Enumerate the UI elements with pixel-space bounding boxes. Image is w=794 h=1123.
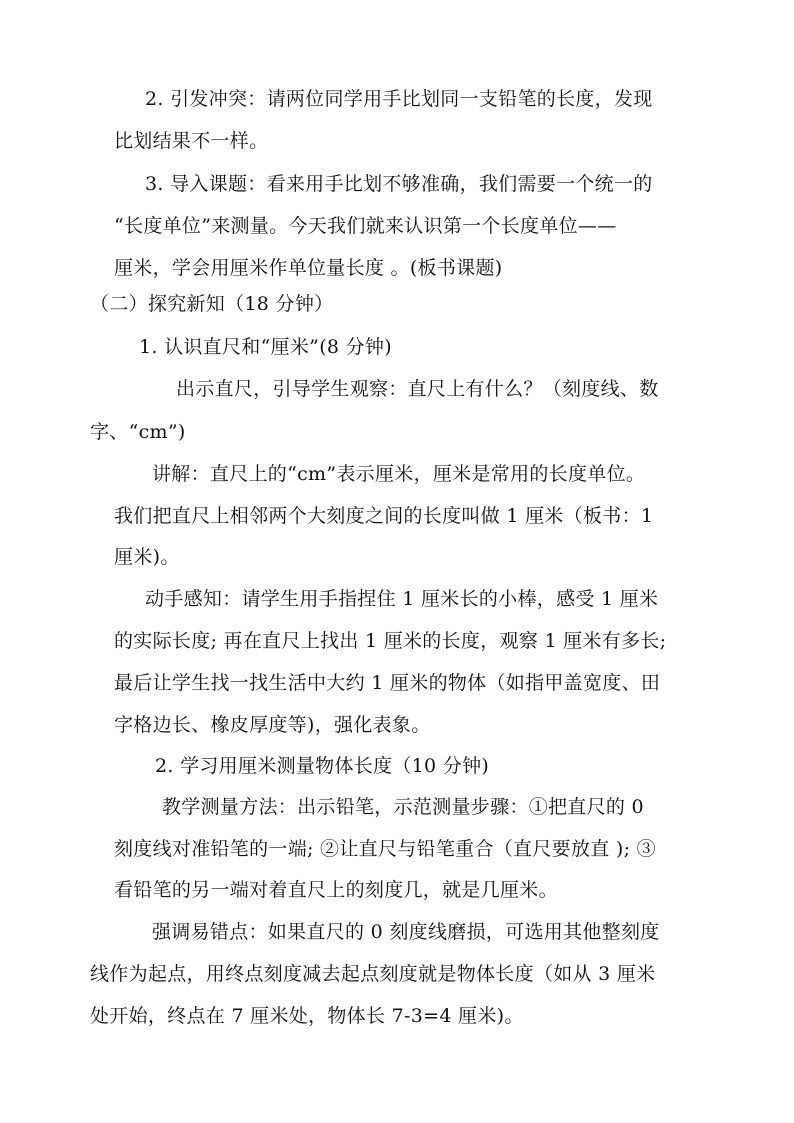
text-line: 厘米，学会用厘米作单位量长度 。(板书课题): [114, 257, 503, 279]
text-line: 厘米)。: [114, 546, 180, 568]
text-line: 强调易错点：如果直尺的 0 刻度线磨损，可选用其他整刻度: [152, 921, 660, 943]
text-line: 的实际长度; 再在直尺上找出 1 厘米的长度，观察 1 厘米有多长;: [114, 630, 667, 652]
section-heading: （二）探究新知（18 分钟）: [90, 293, 334, 315]
text-line: 线作为起点，用终点刻度减去起点刻度就是物体长度（如从 3 厘米: [90, 963, 656, 985]
text-line: 3. 导入课题：看来用手比划不够准确，我们需要一个统一的: [145, 173, 653, 195]
text-line: 字格边长、橡皮厚度等)，强化表象。: [114, 714, 431, 736]
text-line: 2. 引发冲突：请两位同学用手比划同一支铅笔的长度，发现: [145, 88, 653, 110]
text-line: 字、“cm”): [90, 421, 186, 443]
text-line: 刻度线对准铅笔的一端; ②让直尺与铅笔重合（直尺要放直 ); ③: [114, 838, 656, 860]
text-line: 动手感知：请学生用手指捏住 1 厘米长的小棒，感受 1 厘米: [145, 588, 659, 610]
text-line: 我们把直尺上相邻两个大刻度之间的长度叫做 1 厘米（板书：1: [114, 505, 654, 527]
text-line: “长度单位”来测量。今天我们就来认识第一个长度单位——: [114, 215, 617, 237]
text-line: 处开始，终点在 7 厘米处，物体长 7-3=4 厘米)。: [90, 1005, 524, 1027]
text-line: 教学测量方法：出示铅笔，示范测量步骤：①把直尺的 0: [162, 796, 644, 818]
subsection-heading: 1. 认识直尺和“厘米”(8 分钟): [139, 336, 392, 358]
subsection-heading: 2. 学习用厘米测量物体长度（10 分钟): [155, 755, 490, 777]
text-line: 最后让学生找一找生活中大约 1 厘米的物体（如指甲盖宽度、田: [114, 672, 661, 694]
text-line: 看铅笔的另一端对着直尺上的刻度几，就是几厘米。: [114, 879, 558, 901]
text-line: 讲解：直尺上的“cm”表示厘米，厘米是常用的长度单位。: [152, 463, 646, 485]
text-line: 比划结果不一样。: [114, 130, 269, 152]
text-line: 出示直尺，引导学生观察：直尺上有什么？（刻度线、数: [176, 378, 659, 400]
